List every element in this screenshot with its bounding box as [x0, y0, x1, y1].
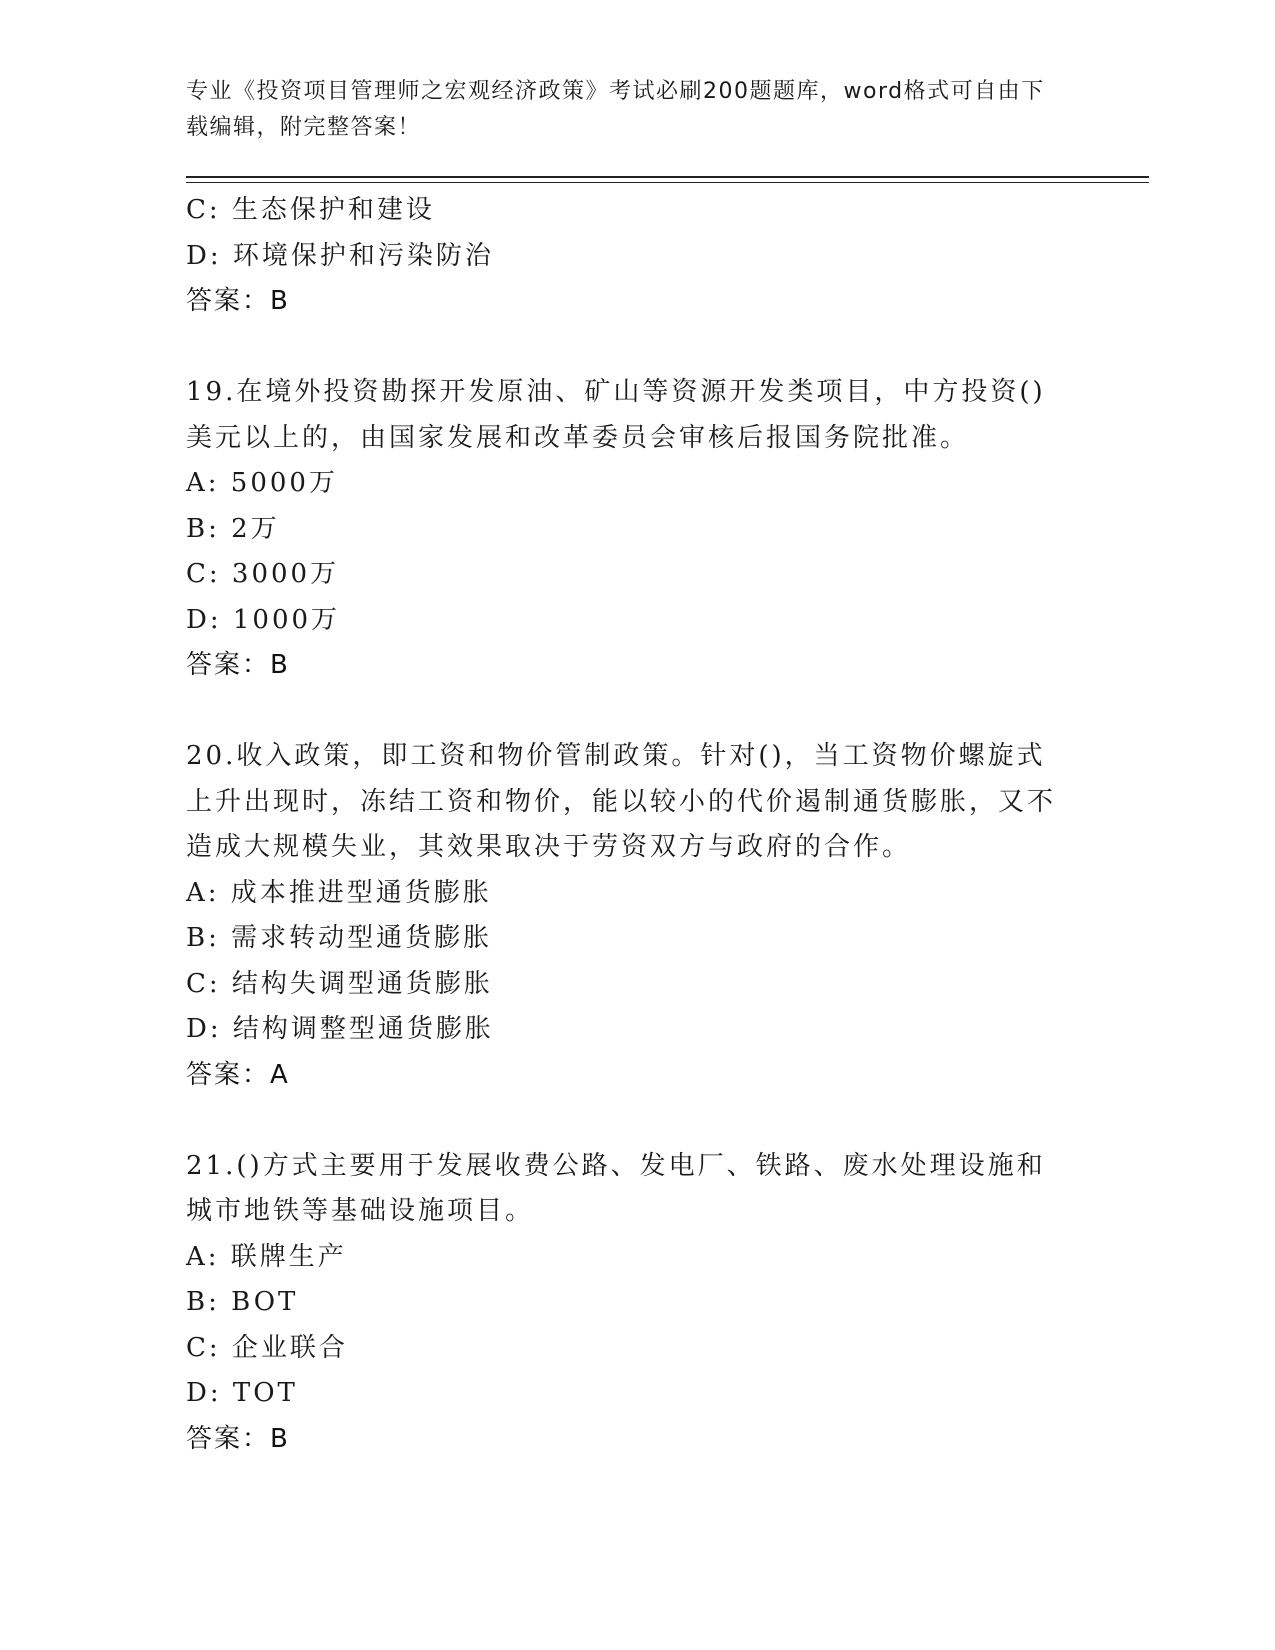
header-rule-thin: [186, 182, 1149, 183]
question-20: [186, 734, 1066, 1098]
option-c: C: 企业联合: [186, 1332, 348, 1363]
question-text: 19.在境外投资勘探开发原油、矿山等资源开发类项目，中方投资()美元以上的，由国家发展和改革委员会审核后报国务院批准。: [186, 377, 1046, 453]
question-text: 21.()方式主要用于发展收费公路、发电厂、铁路、废水处理设施和城市地铁等基础设施项目。: [186, 1150, 1046, 1226]
option-c: C: 生态保护和建设: [186, 195, 435, 225]
option-d: D: TOT: [186, 1378, 298, 1408]
continued-question: [186, 188, 1066, 325]
option-c: C: 结构失调型通货膨胀: [186, 968, 493, 999]
option-b: B: BOT: [186, 1287, 299, 1317]
answer-line: 答案：B: [186, 1423, 290, 1454]
option-d: D: 1000万: [186, 604, 341, 635]
option-d: D: 结构调整型通货膨胀: [186, 1014, 494, 1044]
question-19: [186, 370, 1066, 689]
answer-line: 答案：B: [186, 650, 290, 680]
answer-line: 答案：B: [186, 286, 290, 316]
option-d: D: 环境保护和污染防治: [186, 240, 494, 271]
spacer: [186, 689, 1066, 735]
question-21: [186, 1144, 1066, 1463]
header-rule-thick: [186, 176, 1149, 178]
option-b: B: 2万: [186, 513, 280, 544]
option-b: B: 需求转动型通货膨胀: [186, 923, 493, 953]
question-text: 20.收入政策，即工资和物价管制政策。针对()，当工资物价螺旋式上升出现时，冻结工资和物价，能以较小的代价遏制通货膨胀，又不造成大规模失业，其效果取决于劳资双方与政府的合作。: [186, 741, 1057, 862]
spacer: [186, 1098, 1066, 1144]
document-body: [186, 188, 1066, 1462]
document-header: 专业《投资项目管理师之宏观经济政策》考试必刷200题题库，word格式可自由下载编辑，附完整答案！: [186, 79, 1045, 140]
option-a: A: 5000万: [186, 468, 338, 498]
answer-line: 答案：A: [186, 1059, 290, 1090]
spacer: [186, 325, 1066, 371]
option-a: A: 联牌生产: [186, 1241, 347, 1272]
option-c: C: 3000万: [186, 559, 340, 589]
option-a: A: 成本推进型通货膨胀: [186, 877, 492, 908]
